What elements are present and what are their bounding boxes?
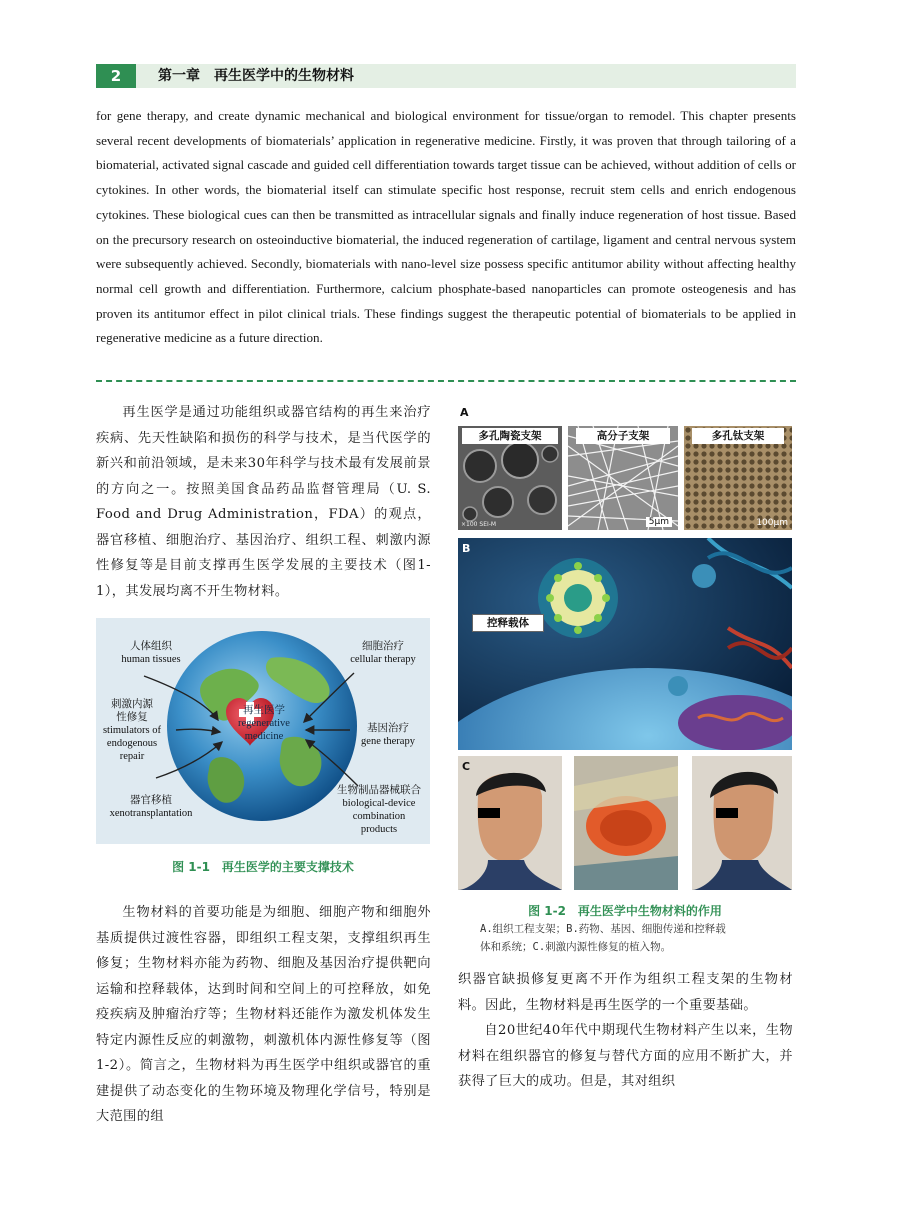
cell-zh: 细胞治疗: [362, 641, 404, 652]
figure-1-1-caption: 图 1-1 再生医学的主要支撑技术: [172, 860, 354, 874]
gene-en: gene therapy: [361, 736, 415, 747]
section-divider: [96, 380, 796, 382]
stim-zh1: 刺激内源: [111, 699, 153, 710]
titanium-label: 多孔钛支架: [692, 428, 784, 444]
paragraph-foundation: 织器官缺损修复更离不开作为组织工程支架的生物材料。因此，生物材料是再生医学的一个重要基础。: [458, 972, 793, 1013]
figure-1-2: [458, 404, 792, 890]
stim-en1: stimulators of: [102, 725, 162, 736]
polymer-scale: 5μm: [646, 517, 672, 527]
patient-after-image: [692, 756, 792, 890]
center-zh: 再生医学: [243, 705, 285, 716]
column-right-bottom: [458, 967, 793, 1095]
panel-a-letter: A: [460, 406, 469, 419]
panel-b-letter: B: [462, 542, 471, 555]
polymer-label: 高分子支架: [576, 428, 670, 444]
stim-en2: endogenous: [106, 738, 158, 749]
titanium-scale: 100μm: [756, 518, 788, 528]
bio-en2: combination: [352, 811, 406, 822]
ceramic-label: 多孔陶瓷支架: [462, 428, 558, 444]
porous-ceramic-image: [458, 426, 562, 530]
gene-zh: 基因治疗: [367, 723, 409, 734]
center-en1: regenerative: [238, 718, 290, 729]
panel-c-letter: C: [462, 760, 471, 773]
ceramic-scale: ×100 SEI-M: [461, 521, 497, 528]
figure-1-2-note: [480, 920, 792, 956]
patient-before-image: [458, 756, 562, 890]
cell-en: cellular therapy: [350, 654, 416, 665]
column-left-bottom: [96, 900, 431, 1130]
english-abstract: for gene therapy, and create dynamic mechanical and biological environment for tissue/organ to remodel. This chapter presents several recent developments of biomaterials’ application in regenerative medicine. Firstly, it was proven that through tailoring of a biomaterial, activated signal cascade and guided cell differentiation towards target tissue can be achieved, without addition of cells or cytokines. In other words, the biomaterial itself can stimulate specific host response, recruit stem cells and enrich endogenous cytokines. These biological cues can then be transmitted as intracellular signals and finally induce regeneration of host tissue. Based on the precursory research on osteoinductive biomaterial, the induced regeneration of cartilage, ligament and central nervous system were subsequently achieved. Secondly, biomaterials with nano-level size possess specific antitumor ability without affecting healthy normal cell growth and differentiation. Furthermore, calcium phosphate-based nanoparticles can promote osteogenesis and has proven its antitumor effect in pilot clinical trials. These findings suggest the therapeutic potential of biomaterials to be applied in regenerative medicine as a future direction.: [96, 108, 796, 346]
polymer-scaffold-image: [568, 426, 678, 530]
xeno-zh: 器官移植: [130, 795, 172, 806]
surgery-image: [574, 756, 678, 890]
release-carrier-label: 控释载体: [472, 614, 544, 632]
stim-zh2: 性修复: [116, 712, 148, 723]
paragraph-intro: 再生医学是通过功能组织或器官结构的再生来治疗疾病、先天性缺陷和损伤的科学与技术，是当代医学的新兴和前沿领域，是未来30年科学与技术最有发展前景的方向之一。按照美国食品药品监督管理局（U. S. Food and Drug Administration，FDA）的观点，器官移植、细胞治疗、基因治疗、组织工程、刺激内源性修复等是目前支撑再生医学发展的主要技术（图1-1），其发展均离不开生物材料。: [96, 405, 431, 599]
controlled-release-image: [458, 538, 792, 750]
figure-note-line2: 体和系统；C.刺激内源性修复的植入物。: [480, 941, 672, 953]
figure-1-2-caption: 图 1-2 再生医学中生物材料的作用: [528, 904, 722, 918]
chapter-title: 第一章 再生医学中的生物材料: [158, 68, 354, 84]
center-en2: medicine: [244, 731, 284, 742]
human-zh: 人体组织: [130, 641, 172, 652]
paragraph-functions: 生物材料的首要功能是为细胞、细胞产物和细胞外基质提供过渡性容器，即组织工程支架，支撑组织再生修复；生物材料亦能为药物、细胞及基因治疗提供靶向运输和控释载体，达到时间和空间上的可控释放，如免疫疾病及肿瘤治疗等；生物材料还能作为激发机体发生特定内源性反应的刺激物，刺激机体内源性修复等（图1-2）。简言之，生物材料为再生医学中组织或器官的重建提供了动态变化的生物环境及物理化学信号，特别是大范围的组: [96, 905, 431, 1124]
bio-zh: 生物制品器械联合: [337, 785, 421, 796]
stim-en3: repair: [119, 751, 145, 762]
figure-note-line1: A.组织工程支架；B.药物、基因、细胞传递和控释载: [480, 923, 726, 935]
column-left-top: [96, 400, 431, 604]
porous-titanium-image: [684, 426, 792, 530]
figure-1-1: [96, 618, 430, 844]
human-en: human tissues: [121, 654, 181, 665]
page-number: 2: [96, 64, 136, 88]
page-header: [96, 64, 796, 88]
paragraph-history: 自20世纪40年代中期现代生物材料产生以来，生物材料在组织器官的修复与替代方面的应用不断扩大，并获得了巨大的成功。但是，其对组织: [458, 1023, 793, 1089]
bio-en1: biological-device: [342, 798, 416, 809]
xeno-en: xenotransplantation: [109, 808, 193, 819]
bio-en3: products: [360, 824, 398, 835]
